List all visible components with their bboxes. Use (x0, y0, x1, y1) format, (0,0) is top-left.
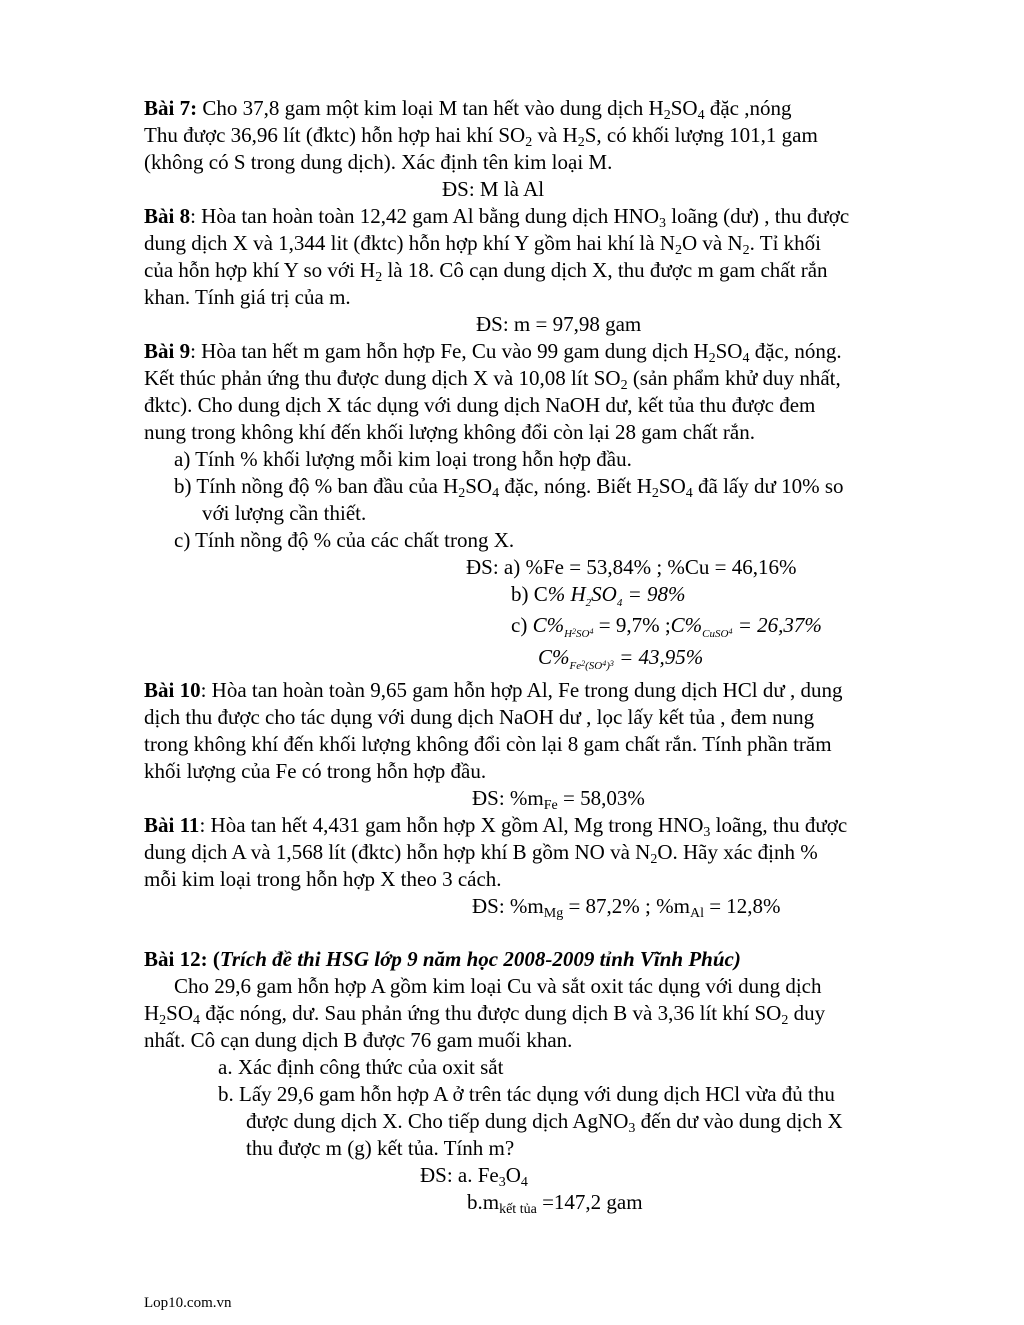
bai10-answer: ĐS: $\%m_{Fe} = 58,03\%$ (472, 786, 645, 813)
bai9-question-c: c) Tính nồng độ % của các chất trong X. (174, 528, 515, 552)
bai9-line-2: Kết thúc phản ứng thu được dung dịch X và 10,08 lít $SO_2$ (sản phẩm khử duy nhất, (144, 366, 841, 393)
bai12-line-2: $H_2SO_4$ đặc nóng, dư. Sau phản ứng thu được dung dịch B và 3,36 lít khí $SO_2$ duy (144, 1001, 826, 1028)
bai10-line-2: dịch thu được cho tác dụng với dung dịch NaOH dư , lọc lấy kết tủa , đem nung (144, 705, 815, 729)
bai7-answer: ĐS: M là Al (442, 177, 545, 201)
bai11-line-1: Bài 11: Hòa tan hết 4,431 gam hỗn hợp X gồm Al, Mg trong $HNO_3$ loãng, thu được (144, 813, 848, 840)
bai9-label: Bài 9 (144, 339, 191, 363)
bai8-line-2: dung dịch X và 1,344 lit (đktc) hỗn hợp khí Y gồm hai khí là $N_2O$ và $N_2$. Tỉ khối (144, 231, 822, 258)
bai7-line-2: Thu được 36,96 lít (đktc) hỗn hợp hai khí $SO_2$ và $H_2S$, có khối lượng 101,1 gam (144, 123, 818, 150)
bai12-question-b-line-3: thu được m (g) kết tủa. Tính m? (246, 1136, 515, 1160)
bai11-label: Bài 11 (144, 813, 200, 837)
bai9-line-4: nung trong không khí đến khối lượng không đổi còn lại 28 gam chất rắn. (144, 420, 755, 444)
bai9-line-3: đktc). Cho dung dịch X tác dụng với dung dịch NaOH dư, kết tủa thu được đem (144, 393, 816, 417)
bai8-label: Bài 8 (144, 204, 191, 228)
bai9-question-b-cont: với lượng cần thiết. (202, 501, 367, 525)
bai9-answer-b: b) C% $H_2SO_4 = 98\%$ (511, 582, 686, 609)
bai7-line-3: (không có S trong dung dịch). Xác định tên kim loại M. (144, 150, 613, 174)
bai9-question-a: a) Tính % khối lượng mỗi kim loại trong hỗn hợp đầu. (174, 447, 632, 471)
bai12-line-3: nhất. Cô cạn dung dịch B được 76 gam muối khan. (144, 1028, 573, 1052)
bai10-line-4: khối lượng của Fe có trong hỗn hợp đầu. (144, 759, 487, 783)
bai8-answer: ĐS: m = 97,98 gam (476, 312, 642, 336)
bai9-answer-a: ĐS: a) %Fe = 53,84% ; %Cu = 46,16% (466, 555, 797, 579)
bai8-line-3: của hỗn hợp khí Y so với $H_2$ là 18. Cô cạn dung dịch X, thu được m gam chất rắn (144, 258, 828, 285)
bai12-label: Bài 12: ( (144, 947, 220, 971)
bai8-line-1: Bài 8: Hòa tan hoàn toàn 12,42 gam Al bằng dung dịch $HNO_3$ loãng (dư) , thu được (144, 204, 850, 231)
bai9-answer-c: c) $C\%_H2_{SO}4 = 9,7\%$ $;C\%_{CuSO}4 = 26,37\%$ (511, 613, 822, 640)
bai12-answer-a: ĐS: a. $Fe_3O_4$ (420, 1163, 528, 1190)
bai10-line-3: trong không khí đến khối lượng không đổi còn lại 8 gam chất rắn. Tính phần trăm (144, 732, 832, 756)
bai12-question-b: b. Lấy 29,6 gam hỗn hợp A ở trên tác dụng với dung dịch HCl vừa đủ thu (218, 1082, 835, 1106)
bai11-line-3: mỗi kim loại trong hỗn hợp X theo 3 cách. (144, 867, 502, 891)
footer-site: Lop10.com.vn (144, 1295, 232, 1311)
bai10-line-1: Bài 10: Hòa tan hoàn toàn 9,65 gam hỗn hợp Al, Fe trong dung dịch HCl dư , dung (144, 678, 843, 702)
bai12-question-b-line-2: được dung dịch X. Cho tiếp dung dịch AgNO$_3$ đến dư vào dung dịch X (246, 1109, 843, 1136)
bai11-line-2: dung dịch A và 1,568 lít (đktc) hỗn hợp khí B gồm NO và $N_2O$. Hãy xác định % (144, 840, 818, 867)
bai12-line-1: Cho 29,6 gam hỗn hợp A gồm kim loại Cu và sắt oxit tác dụng với dung dịch (174, 974, 822, 998)
bai9-question-b: b) Tính nồng độ % ban đầu của $H_2SO_4$ đặc, nóng. Biết $H_2SO_4$ đã lấy dư 10% so (174, 474, 844, 501)
bai10-label: Bài 10 (144, 678, 201, 702)
bai8-line-4: khan. Tính giá trị của m. (144, 285, 351, 309)
bai12-question-a: a. Xác định công thức của oxit sắt (218, 1055, 504, 1079)
bai12-answer-b: $b.m_{kết tủa} =147,2$ gam (467, 1190, 643, 1217)
bai11-answer: ĐS: $\%m_{Mg} = 87,2\%$ ; $\%m_{Al} = 12,8\%$ (472, 894, 781, 921)
bai9-answer-c-fe: $C\%_{Fe}2_{(SO}4_)3 = 43,95\%$ (538, 645, 704, 672)
bai12-heading (144, 946, 741, 973)
bai7-label: Bài 7: (144, 96, 198, 120)
bai9-line-1: Bài 9: Hòa tan hết m gam hỗn hợp Fe, Cu vào 99 gam dung dịch $H_2SO_4$ đặc, nóng. (144, 339, 842, 366)
bai7-line-1: Bài 7: Cho 37,8 gam một kim loại M tan hết vào dung dịch $H_2SO_4$ đặc ,nóng (144, 96, 792, 123)
bai12-source: Trích đề thi HSG lớp 9 năm học 2008-2009 tỉnh Vĩnh Phúc) (219, 947, 741, 971)
